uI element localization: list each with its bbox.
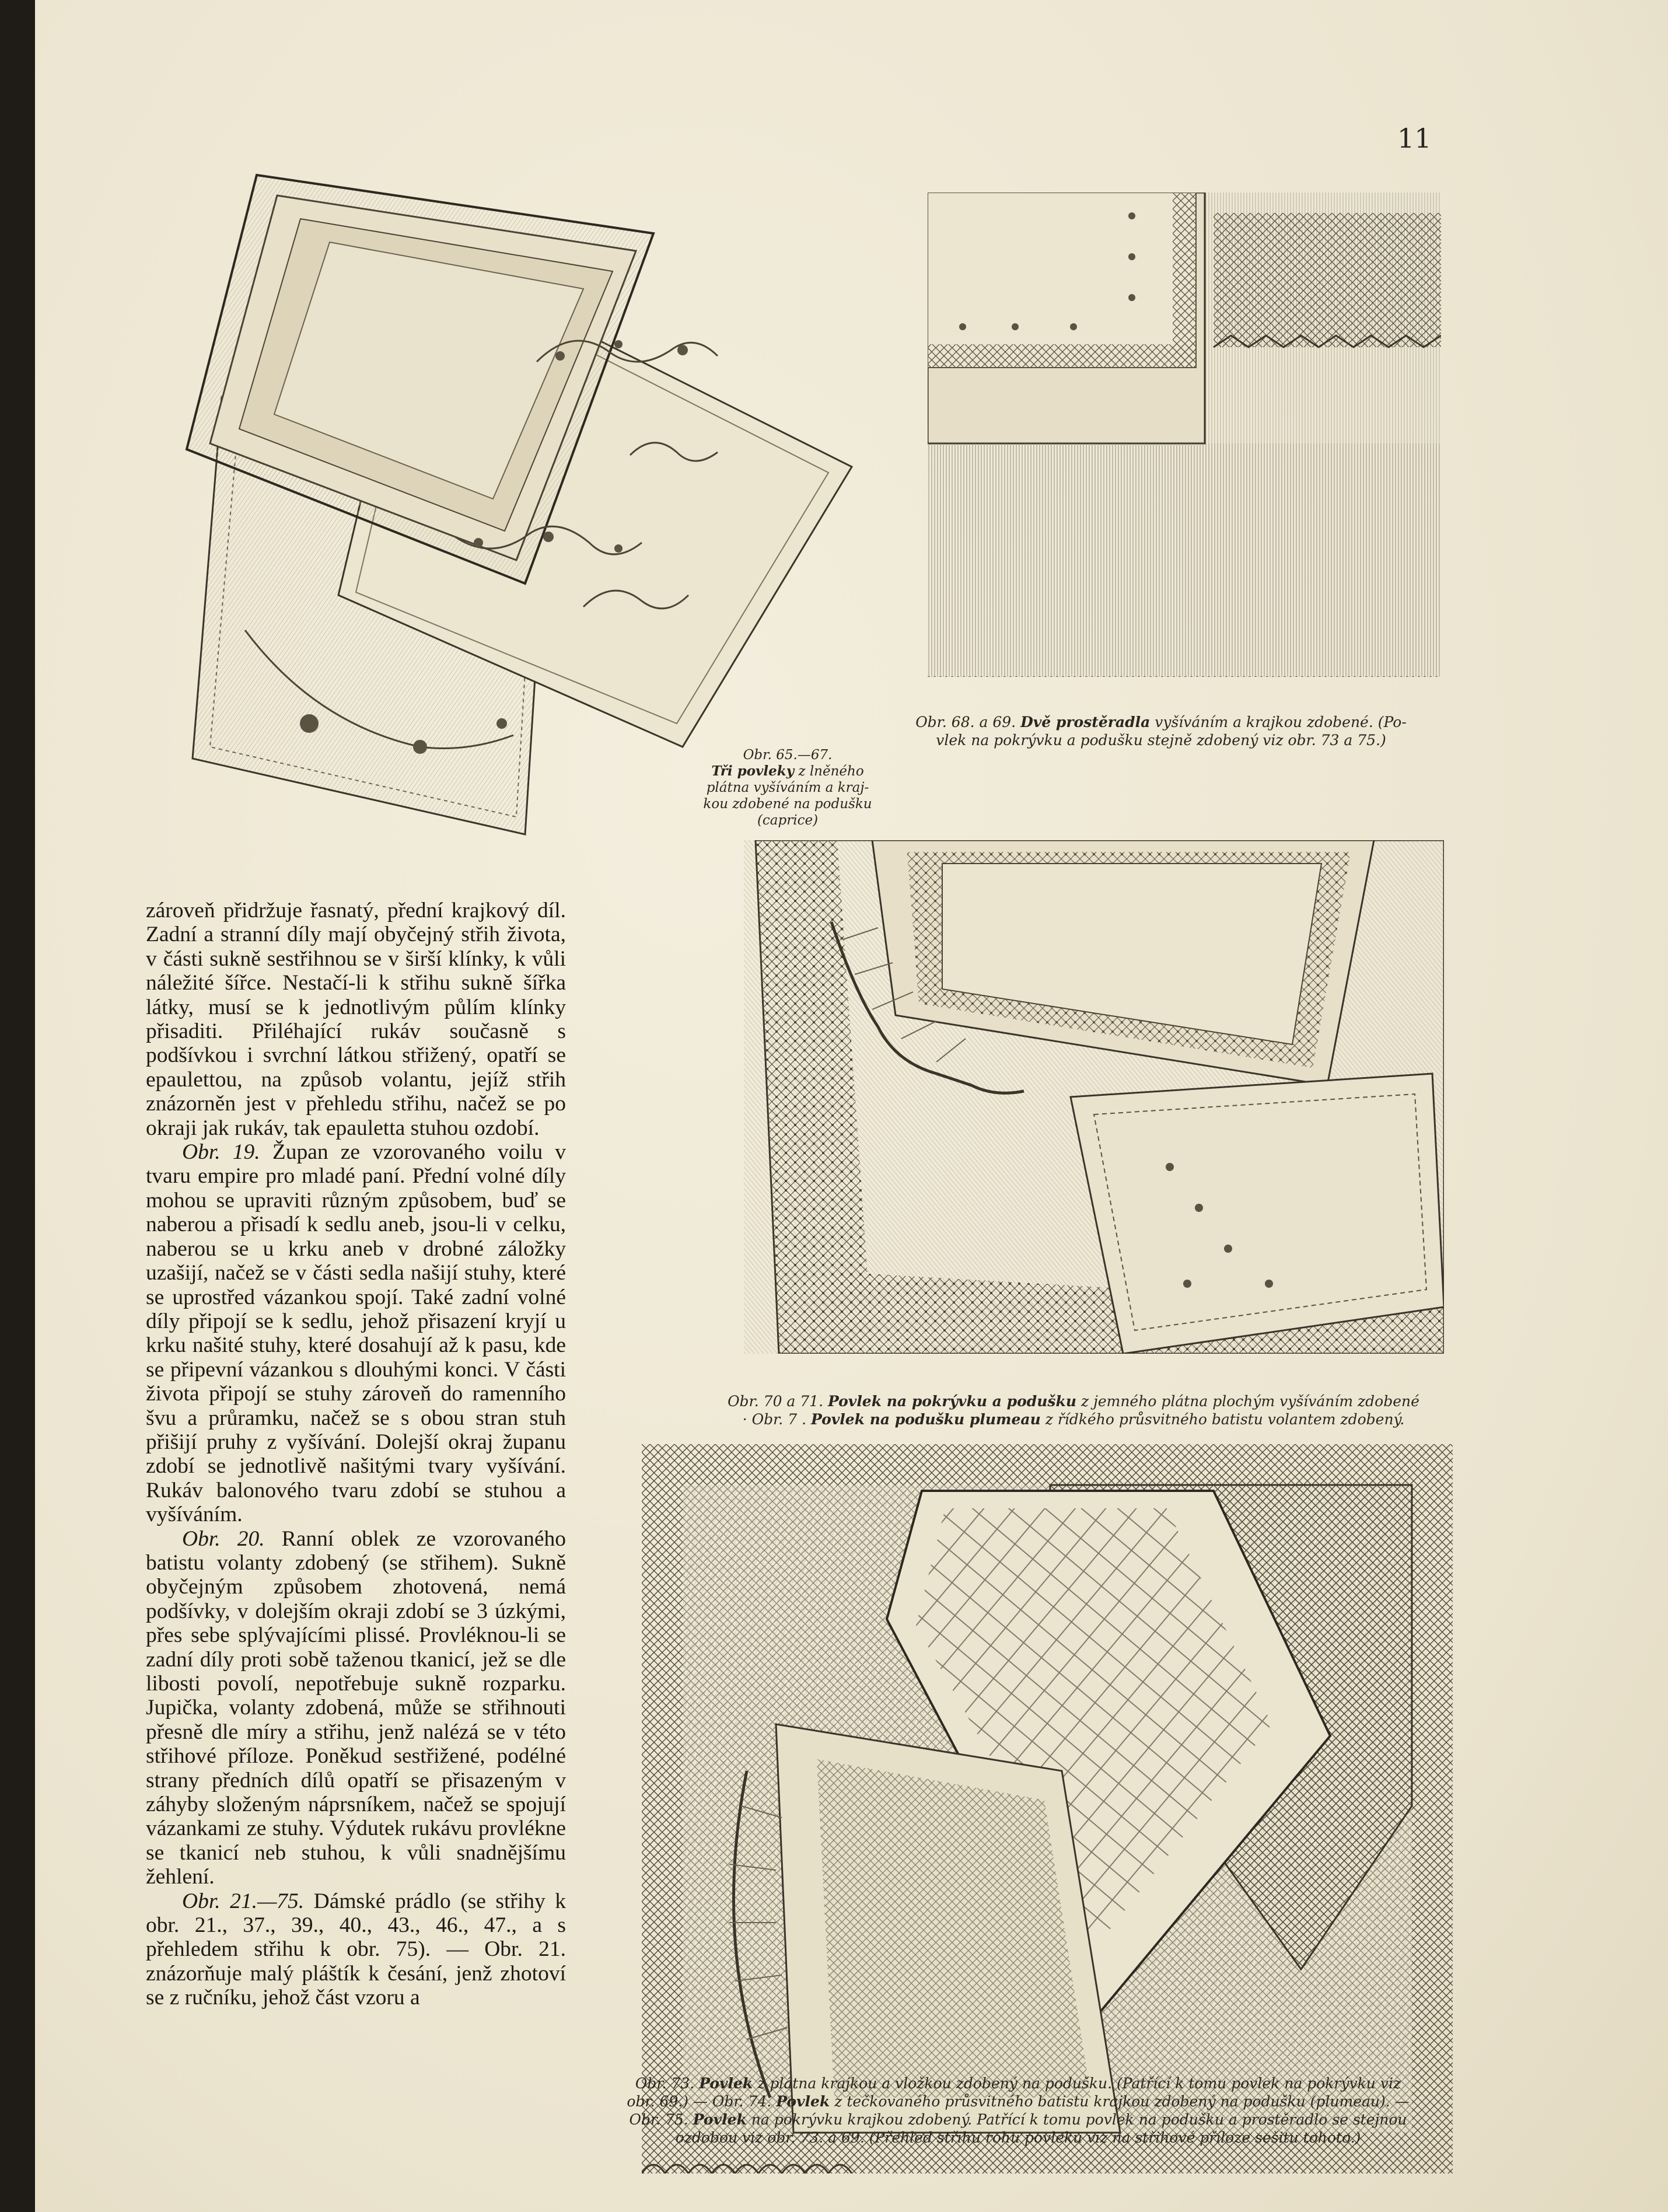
- caption-label: Obr. 75.: [629, 2111, 688, 2128]
- caption-line: [703, 1392, 1444, 1410]
- body-paragraph: [146, 1527, 566, 1889]
- caption-text: z řídkého průsvitného batistu volantem zdobený.: [1040, 1411, 1405, 1428]
- caption-text: na pokrývku krajkou zdobený. Patřící k tomu povlek na podušku a prostěradlo se stejnou: [746, 2111, 1407, 2128]
- figure-lace-covers-illustration: [642, 1444, 1453, 2173]
- paragraph-text: Dámské prádlo (se střihy k obr. 21., 37., 39., 40., 43., 46., 47., a s přehledem střihu k obr. 75). — Obr. 21. znázorňuje malý pláštík k česání, jenž zhotoví se z ručníku, jehož část vzoru a: [146, 1889, 566, 2010]
- caption-title: Povlek na pokrývku a podušku: [827, 1393, 1077, 1410]
- caption-title: Tři povleky: [711, 763, 795, 779]
- caption-title: Povlek: [693, 2111, 747, 2128]
- caption-line: [896, 731, 1426, 749]
- caption-line: [694, 747, 881, 763]
- body-paragraph: [146, 1889, 566, 2010]
- caption-text: vyšíváním a krajkou zdobené. (Po-: [1150, 714, 1407, 731]
- caption-text: kou zdobené na podušku: [703, 796, 872, 812]
- caption-label: Obr. 68. a 69.: [915, 714, 1016, 731]
- figure-sheets-illustration: [928, 193, 1441, 677]
- caption-title: Dvě prostěradla: [1020, 714, 1151, 731]
- caption-figure-65-67: [694, 747, 881, 829]
- caption-text: (caprice): [757, 813, 819, 828]
- figure-reference: Obr. 20.: [182, 1526, 265, 1551]
- body-paragraph: [146, 899, 566, 1140]
- figure-reference: Obr. 21.—75.: [182, 1889, 305, 1913]
- caption-text: plátna vyšíváním a kraj-: [706, 780, 869, 795]
- caption-line: [694, 763, 881, 780]
- caption-title: Povlek na podušku plumeau: [810, 1411, 1041, 1428]
- lace-covers-engraving: [642, 1444, 1453, 2173]
- caption-line: [694, 796, 881, 812]
- figure-reference: Obr. 19.: [182, 1140, 260, 1165]
- body-text-column: [146, 899, 566, 2010]
- body-paragraph: [146, 1140, 566, 1527]
- caption-line: [896, 713, 1426, 731]
- paragraph-text: Ranní oblek ze vzorovaného batistu volanty zdobený (se střihem). Sukně obyčejným způsobem zhotovená, nemá podšívky, v dolejším okraji zdobí se 3 úzkými, přes sebe splývajícími plissé. Provléknou-li se zadní díly proti sobě taženou tkanicí, jež se dle libosti povolí, nepotřebuje sukně rozparku. Jupička, volanty zdobená, může se střihnouti přesně dle míry a střihu, jenž nalézá se v této střihové příloze. Poněkud sestřižené, podélné strany předních dílů opatří se přisazeným v záhyby složeným náprsníkem, načež se spojují vázankami ze stuhy. Výdutek rukávu provlékne se tkanicí neb stuhou, k vůli snadnějšímu žehlení.: [146, 1526, 566, 1889]
- caption-label: Obr. 70 a 71.: [728, 1393, 824, 1410]
- caption-figure-70-72: [703, 1392, 1444, 1428]
- page-number: 11: [1397, 123, 1432, 154]
- caption-line: [694, 812, 881, 829]
- caption-text: z lněného: [794, 764, 864, 779]
- caption-title: Povlek: [776, 2093, 830, 2110]
- caption-line: [703, 1410, 1444, 1428]
- caption-text: z plátna krajkou a vložkou zdobený na podušku. (Patřící k tomu povlek na pokrývku viz: [753, 2075, 1401, 2092]
- caption-line: [694, 780, 881, 796]
- paragraph-text: zároveň přidržuje řasnatý, přední krajkový díl. Zadní a stranní díly mají obyčejný střih života, v části sukně sestřihnou se v širší klínky, k vůli náležité šířce. Nestačí-li k střihu sukně šířka látky, musí se k jednotlivým půlím klínky přisaditi. Přiléhající rukáv současně s podšívkou i svrchní látkou střižený, opatří se epaulettou, na způsob volantu, jejíž střih znázorněn jest v přehledu střihu, načež se po okraji jak rukáv, tak epauletta stuhou ozdobí.: [146, 899, 566, 1140]
- covers-engraving: [744, 840, 1444, 1354]
- caption-label: · Obr. 7 .: [742, 1411, 806, 1428]
- sheets-engraving: [928, 193, 1441, 677]
- caption-line: [589, 2110, 1447, 2129]
- caption-line: [589, 2092, 1447, 2110]
- figure-covers-illustration: [744, 840, 1444, 1354]
- caption-label: Obr. 65.—67.: [743, 747, 833, 763]
- caption-title: Povlek: [699, 2075, 753, 2092]
- caption-figure-68-69: [896, 713, 1426, 749]
- caption-text: vlek na pokrývku a podušku stejně zdobený viz obr. 73 a 75.): [936, 732, 1386, 749]
- caption-text: ozdobou viz obr. 73. a 69. (Přehled střihu rohu povleku viz na střihové příloze sešitu tohoto.): [675, 2129, 1361, 2146]
- caption-line: [589, 2074, 1447, 2092]
- caption-text: z tečkovaného průsvitného batistu krajkou zdobený na podušku (plumeau). —: [830, 2093, 1410, 2110]
- pillowcases-engraving: [175, 163, 875, 840]
- caption-label: Obr. 73.: [635, 2075, 695, 2092]
- caption-label: obr. 69.) — Obr. 74.: [627, 2093, 772, 2110]
- caption-figure-73-75: [589, 2074, 1447, 2147]
- caption-line: [589, 2129, 1447, 2147]
- paragraph-text: Župan ze vzorovaného voilu v tvaru empire pro mladé paní. Přední volné díly mohou se upraviti různým způsobem, buď se naberou a přisadí k sedlu aneb, jsou-li v celku, naberou se u krku aneb v drobné záložky uzašijí, načež se v části sedla našijí stuhy, které se uprostřed vázankou spojí. Také zadní volné díly připojí se k sedlu, jehož přisazení kryjí u krku našité stuhy, které dosahují až k pasu, kde se připevní vázankou s dlouhými konci. V části života připojí se stuhy zároveň do ramenního švu a průramku, načež se s obou stran stuh přišijí pruhy z vyšívání. Dolejší okraj županu zdobí se jednotlivě našitými tvary vyšívání. Rukáv balonového tvaru zdobí se stuhou a vyšíváním.: [146, 1140, 566, 1527]
- figure-pillowcases-illustration: [175, 163, 875, 840]
- caption-text: z jemného plátna plochým vyšíváním zdobené: [1076, 1393, 1419, 1410]
